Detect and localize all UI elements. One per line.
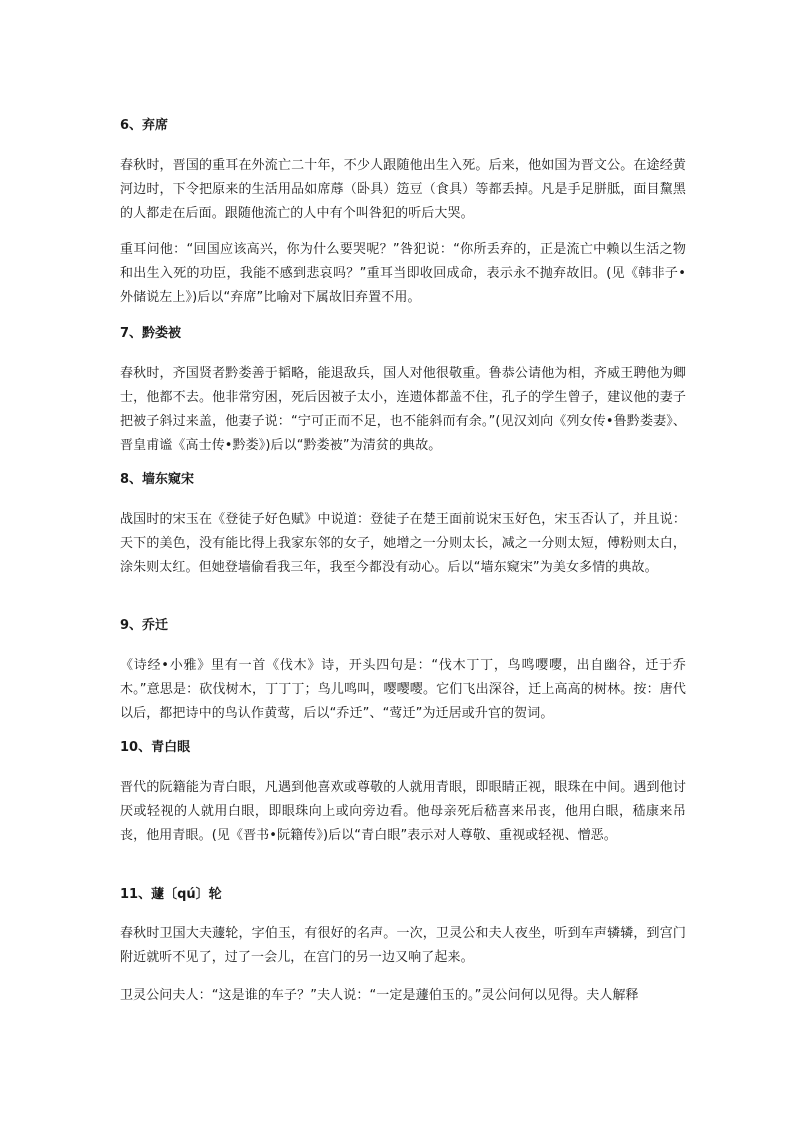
- section-heading: 7、黔娄被: [120, 326, 182, 341]
- paragraph: 卫灵公问夫人：“这是谁的车子？”夫人说：“一定是蘧伯玉的。”灵公问何以见得。夫人解释: [120, 988, 639, 1003]
- paragraph: 重耳问他：“回国应该高兴，你为什么要哭呢？”咎犯说：“你所丢弃的，正是流亡中赖以生活之物和出生入死的功臣，我能不感到悲哀吗？”重耳当即收回成命，表示永不抛弃故旧。(见《韩非子•外储说左上》)后以“弃席”比喻对下属故旧弃置不用。: [120, 242, 686, 305]
- section-heading: 11、蘧〔qú〕轮: [120, 887, 222, 902]
- paragraph: 春秋时卫国大夫蘧轮，字伯玉，有很好的名声。一次，卫灵公和夫人夜坐，听到车声辚辚，到宫门附近就听不见了，过了一会儿，在宫门的另一边又响了起来。: [120, 926, 686, 965]
- paragraph: 《诗经•小雅》里有一首《伐木》诗，开头四句是：“伐木丁丁，鸟鸣嘤嘤，出自幽谷，迁于乔木。”意思是：砍伐树木，丁丁丁；鸟儿鸣叫，嘤嘤嘤。它们飞出深谷，迁上高高的树林。按：唐代以后，都把诗中的鸟认作黄莺，后以“乔迁”、“莺迁”为迁居或升官的贺词。: [120, 658, 686, 721]
- paragraph: 晋代的阮籍能为青白眼，凡遇到他喜欢或尊敬的人就用青眼，即眼睛正视，眼珠在中间。遇到他讨厌或轻视的人就用白眼，即眼珠向上或向旁边看。他母亲死后嵇喜来吊丧，他用白眼，嵇康来吊丧，他用青眼。(见《晋书•阮籍传》)后以“青白眼”表示对人尊敬、重视或轻视、憎恶。: [120, 780, 686, 843]
- paragraph: 春秋时，齐国贤者黔娄善于韬略，能退敌兵，国人对他很敬重。鲁恭公请他为相，齐威王聘他为卿士，他都不去。他非常穷困，死后因被子太小，连遗体都盖不住，孔子的学生曾子，建议他的妻子把被子斜过来盖，他妻子说：“宁可正而不足，也不能斜而有余。”(见汉刘向《列女传•鲁黔娄妻》、晋皇甫谧《高士传•黔娄》)后以“黔娄被”为清贫的典故。: [120, 366, 686, 453]
- section-heading: 6、弃席: [120, 118, 169, 133]
- section-heading: 8、墙东窥宋: [120, 472, 195, 487]
- section-heading: 9、乔迁: [120, 618, 169, 633]
- section-heading: 10、青白眼: [120, 740, 191, 755]
- paragraph: 春秋时，晋国的重耳在外流亡二十年，不少人跟随他出生入死。后来，他如国为晋文公。在途经黄河边时，下令把原来的生活用品如席蓐（卧具）笾豆（食具）等都丢掉。凡是手足胼胝，面目黧黑的人都走在后面。跟随他流亡的人中有个叫咎犯的听后大哭。: [120, 158, 686, 221]
- paragraph: 战国时的宋玉在《登徒子好色赋》中说道：登徒子在楚王面前说宋玉好色，宋玉否认了，并且说：天下的美色，没有能比得上我家东邻的女子，她增之一分则太长，减之一分则太短，傅粉则太白，涂朱则太红。但她登墙偷看我三年，我至今都没有动心。后以“墙东窥宋”为美女多情的典故。: [120, 512, 686, 575]
